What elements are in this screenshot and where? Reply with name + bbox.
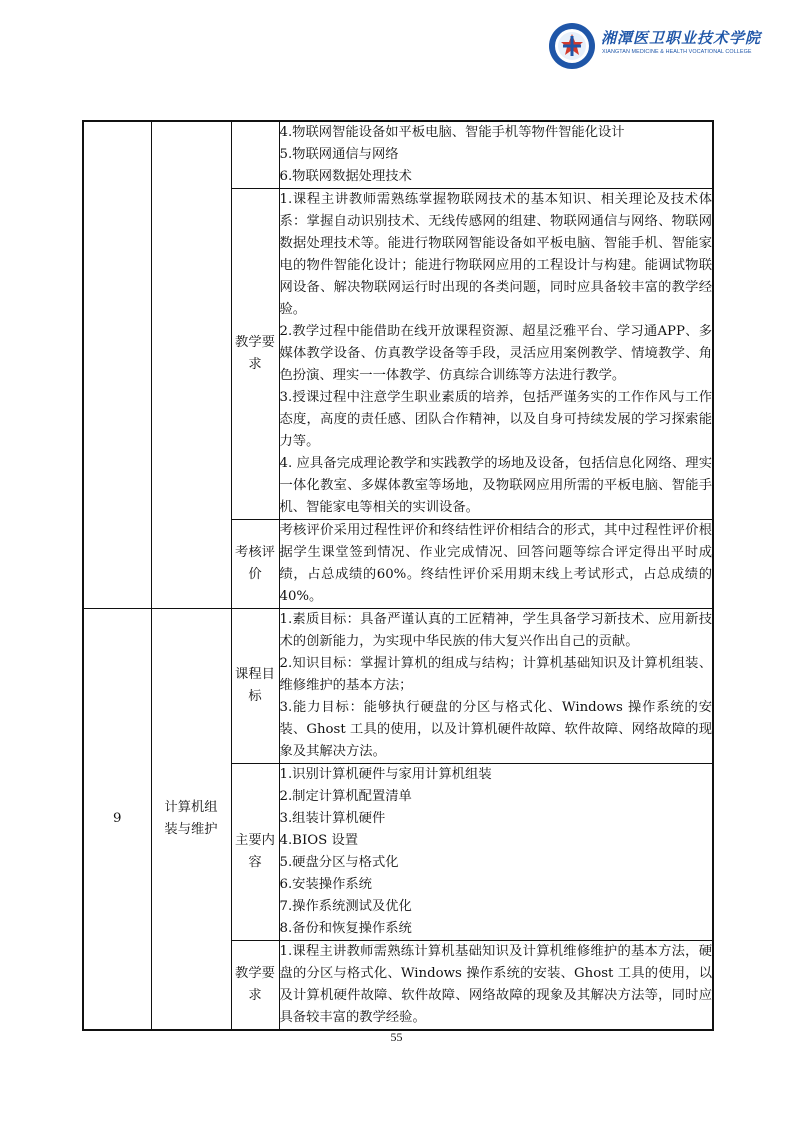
paragraph: 1.课程主讲教师需熟练掌握物联网技术的基本知识、相关理论及技术体系：掌握自动识别技术、无线传感网的组建、物联网通信与网络、物联网数据处理技术等。能进行物联网智能设备如平板电脑、智能手机、智能家电的物件智能化设计；能进行物联网应用的工程设计与构建。能调试物联网设备、解决物联网运行时出现的各类问题，同时应具备较丰富的教学经验。 bbox=[279, 192, 712, 317]
course9-goal-text bbox=[279, 609, 713, 764]
course8-teach-text bbox=[279, 189, 713, 520]
course8-number-cell bbox=[83, 121, 151, 609]
list-item: 3.组装计算机硬件 bbox=[279, 811, 386, 826]
list-item: 4.物联网智能设备如平板电脑、智能手机等物件智能化设计 bbox=[279, 125, 625, 140]
course8-content-tail bbox=[279, 121, 713, 189]
list-item: 6.安装操作系统 bbox=[279, 877, 372, 892]
paragraph: 2.教学过程中能借助在线开放课程资源、超星泛雅平台、学习通APP、多媒体教学设备、仿真教学设备等手段，灵活应用案例教学、情境教学、角色扮演、理实一一体教学、仿真综合训练等方法进行教学。 bbox=[279, 324, 712, 383]
table-row bbox=[83, 121, 713, 189]
course9-number: 9 bbox=[83, 609, 151, 1031]
course9-teach-label: 教学要求 bbox=[231, 941, 279, 1031]
table-row bbox=[83, 609, 713, 764]
course8-name-cell bbox=[151, 121, 231, 609]
paragraph: 3.能力目标：能够执行硬盘的分区与格式化、Windows 操作系统的安装、Ghost 工具的使用，以及计算机硬件故障、软件故障、网络故障的现象及其解决方法。 bbox=[279, 700, 712, 759]
course9-teach-text bbox=[279, 941, 713, 1031]
paragraph: 4. 应具备完成理论教学和实践教学的场地及设备，包括信息化网络、理实一体化教室、多媒体教室等场地，及物联网应用所需的平板电脑、智能手机、智能家电等相关的实训设备。 bbox=[279, 456, 712, 515]
course9-content-label: 主要内容 bbox=[231, 764, 279, 941]
course9-goal-label: 课程目标 bbox=[231, 609, 279, 764]
list-item: 5.物联网通信与网络 bbox=[279, 147, 399, 162]
paragraph: 2.知识目标：掌握计算机的组成与结构；计算机基础知识及计算机组装、维修维护的基本方法； bbox=[279, 656, 712, 693]
college-emblem-icon bbox=[548, 22, 596, 70]
course8-content-label-cell bbox=[231, 121, 279, 189]
course-table bbox=[82, 120, 714, 1031]
list-item: 1.识别计算机硬件与家用计算机组装 bbox=[279, 767, 492, 782]
list-item: 7.操作系统测试及优化 bbox=[279, 899, 412, 914]
page-number: 55 bbox=[390, 1030, 403, 1044]
paragraph: 1.素质目标：具备严谨认真的工匠精神，学生具备学习新技术、应用新技术的创新能力，为实现中华民族的伟大复兴作出自己的贡献。 bbox=[279, 612, 712, 649]
paragraph: 1.课程主讲教师需熟练计算机基础知识及计算机维修维护的基本方法，硬盘的分区与格式化、Windows 操作系统的安装、Ghost 工具的使用，以及计算机硬件故障、软件故障、网络故障的现象及其解决方法等，同时应具备较丰富的教学经验。 bbox=[279, 944, 712, 1025]
course8-teach-label: 教学要求 bbox=[231, 189, 279, 520]
list-item: 6.物联网数据处理技术 bbox=[279, 169, 412, 184]
course8-eval-label: 考核评价 bbox=[231, 520, 279, 609]
course9-content-items bbox=[279, 764, 713, 941]
course8-eval-text bbox=[279, 520, 713, 609]
paragraph: 考核评价采用过程性评价和终结性评价相结合的形式，其中过程性评价根据学生课堂签到情况、作业完成情况、回答问题等综合评定得出平时成绩，占总成绩的60%。终结性评价采用期末线上考试形式，占总成绩的40%。 bbox=[279, 523, 712, 604]
college-name-cn: 湘潭医卫职业技术学院 bbox=[601, 29, 762, 47]
list-item: 8.备份和恢复操作系统 bbox=[279, 921, 412, 936]
course9-name: 计算机组装与维护 bbox=[151, 609, 231, 1031]
list-item: 4.BIOS 设置 bbox=[279, 833, 359, 848]
college-name-en: XIANGTAN MEDICINE & HEALTH VOCATIONAL COLLEGE bbox=[602, 49, 752, 55]
list-item: 2.制定计算机配置清单 bbox=[279, 789, 412, 804]
college-logo bbox=[548, 22, 762, 72]
paragraph: 3.授课过程中注意学生职业素质的培养，包括严谨务实的工作作风与工作态度，高度的责任感、团队合作精神，以及自身可持续发展的学习探索能力等。 bbox=[279, 390, 712, 449]
list-item: 5.硬盘分区与格式化 bbox=[279, 855, 399, 870]
